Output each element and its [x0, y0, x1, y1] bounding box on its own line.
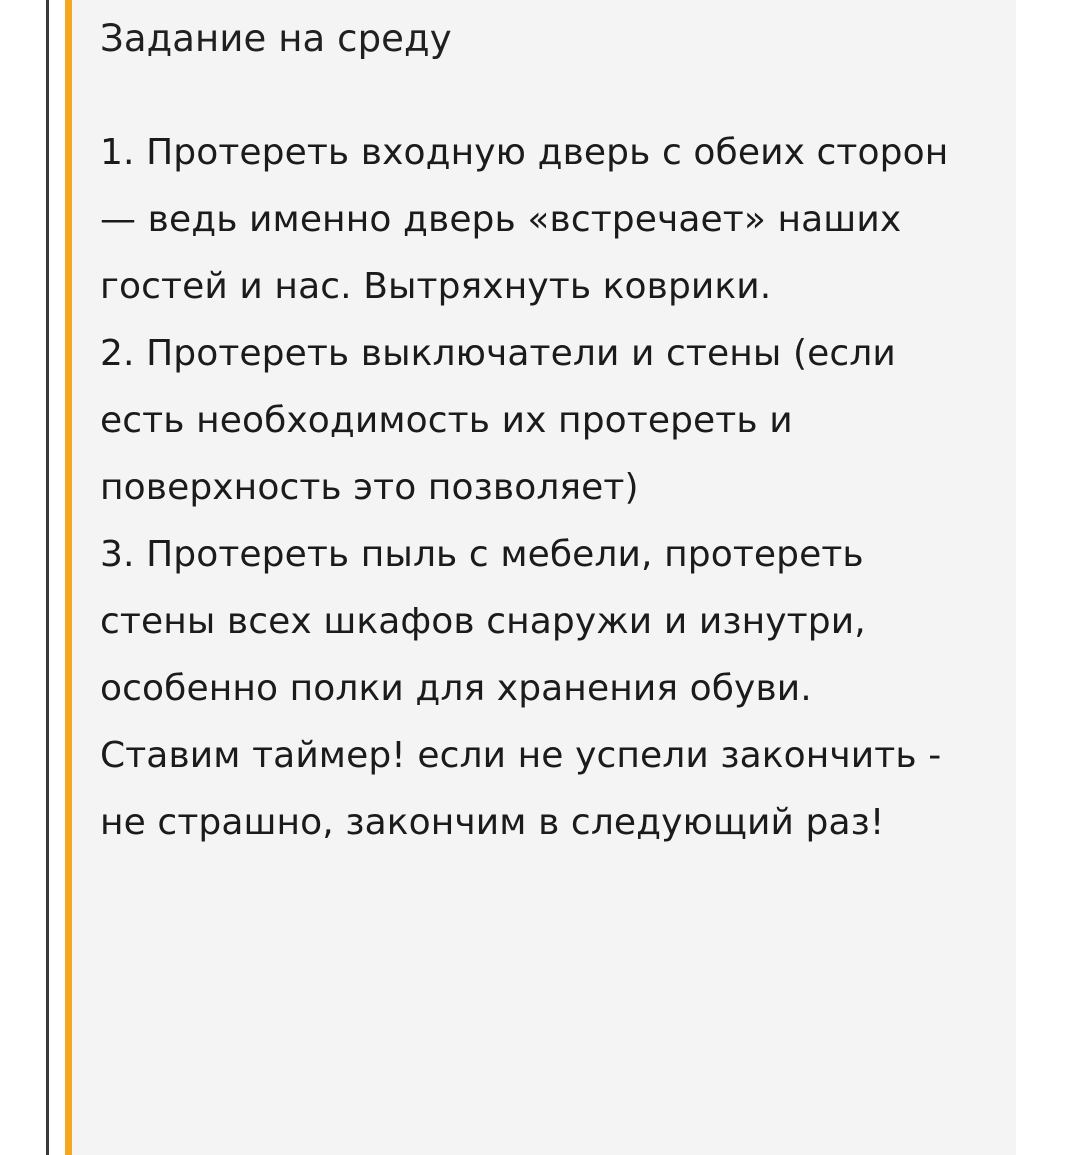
message-body	[100, 119, 982, 856]
message-card	[72, 0, 1016, 1155]
page-title: Задание на среду	[100, 17, 452, 60]
title-body-spacer	[100, 57, 982, 119]
closing-note: Ставим таймер! если не успели закончить - не страшно, закончим в следующий раз!	[100, 735, 942, 843]
task-item-2: 2. Протереть выключатели и стены (если есть необходимость их протереть и поверхность это позволяет)	[100, 333, 896, 508]
left-margin	[0, 0, 46, 1155]
right-margin	[1016, 0, 1079, 1155]
left-edge-gap	[49, 0, 65, 1155]
task-item-1: 1. Протереть входную дверь с обеих сторон — ведь именно дверь «встречает» наших гостей и нас. Вытряхнуть коврики.	[100, 132, 949, 307]
quote-accent-bar	[65, 0, 72, 1155]
task-item-3: 3. Протереть пыль с мебели, протереть стены всех шкафов снаружи и изнутри, особенно полки для хранения обуви.	[100, 534, 866, 709]
